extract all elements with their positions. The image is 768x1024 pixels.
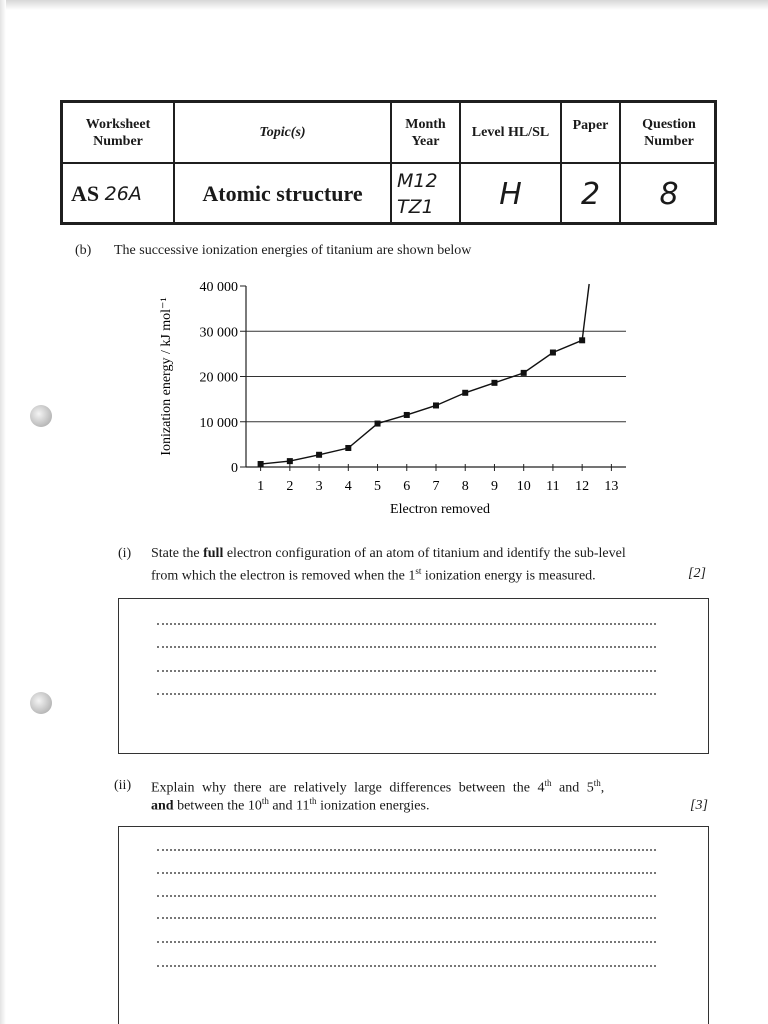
x-tick-label: 12 [575, 479, 590, 494]
paper-header: Paper [572, 118, 609, 133]
x-tick-label: 6 [403, 479, 411, 494]
topics-header: Topic(s) [259, 125, 306, 140]
part-i-marks: [2] [688, 566, 706, 581]
part-ii-answer-box[interactable] [118, 826, 709, 1024]
month-year-header: Month Year [405, 116, 446, 149]
data-point [579, 337, 585, 343]
data-point [521, 370, 527, 376]
ionization-energy-chart [0, 270, 768, 570]
part-b-text: The successive ionization energies of titanium are shown below [114, 243, 472, 258]
data-point [345, 445, 351, 451]
ionization-series-line [261, 340, 583, 464]
x-tick-label: 13 [604, 479, 619, 494]
x-tick-label: 2 [286, 479, 294, 494]
month-year-value: M12 TZ1 [397, 170, 438, 218]
worksheet-header-table [60, 100, 717, 225]
part-i-line2: from which the electron is removed when the 1st ionization energy is measured. [151, 566, 596, 584]
data-point [433, 402, 439, 408]
y-tick-label: 0 [231, 461, 238, 476]
topic-value: Atomic structure [202, 181, 363, 206]
part-b-label: (b) [75, 243, 92, 258]
part-ii-line2: and between the 10th and 11th ionization energies. [151, 796, 430, 814]
x-tick-label: 4 [344, 479, 352, 494]
x-axis-label: Electron removed [390, 502, 490, 517]
data-point [491, 380, 497, 386]
data-point [258, 461, 264, 467]
y-tick-label: 20 000 [199, 370, 238, 386]
y-tick-label: 10 000 [199, 415, 238, 431]
paper-value: 2 [580, 176, 601, 212]
worksheet-number-header: Worksheet Number [85, 116, 151, 149]
part-i-label: (i) [118, 546, 132, 561]
data-point [287, 458, 293, 464]
question-number-header: Question Number [642, 116, 696, 149]
page-top-edge [0, 0, 768, 10]
x-tick-label: 11 [546, 479, 560, 494]
y-tick-label: 40 000 [199, 280, 238, 295]
part-i-answer-box[interactable] [118, 598, 709, 754]
y-tick-label: 30 000 [199, 325, 238, 341]
data-point [550, 350, 556, 356]
part-i-line1: State the full electron configuration of an atom of titanium and identify the sub-level [151, 546, 626, 561]
punch-hole [30, 692, 52, 714]
x-tick-label: 3 [315, 479, 323, 494]
y-axis-label: Ionization energy / kJ mol⁻¹ [159, 297, 174, 456]
data-point [375, 421, 381, 427]
part-ii-marks: [3] [690, 798, 708, 813]
part-ii-line1: Explain why there are relatively large differences between the 4th and 5th, [151, 778, 605, 796]
data-point [462, 390, 468, 396]
worksheet-number-value: AS 26A [71, 181, 142, 206]
part-ii-label: (ii) [114, 778, 132, 793]
x-tick-label: 10 [516, 479, 531, 494]
question-number-value: 8 [659, 176, 679, 212]
ionization-steep-rise [582, 284, 589, 340]
level-header: Level HL/SL [471, 125, 550, 140]
x-tick-label: 7 [432, 479, 440, 494]
level-value: H [499, 176, 522, 212]
data-point [316, 452, 322, 458]
x-tick-label: 9 [490, 479, 498, 494]
x-tick-label: 1 [257, 479, 265, 494]
x-tick-label: 8 [461, 479, 469, 494]
data-point [404, 412, 410, 418]
x-tick-label: 5 [374, 479, 382, 494]
